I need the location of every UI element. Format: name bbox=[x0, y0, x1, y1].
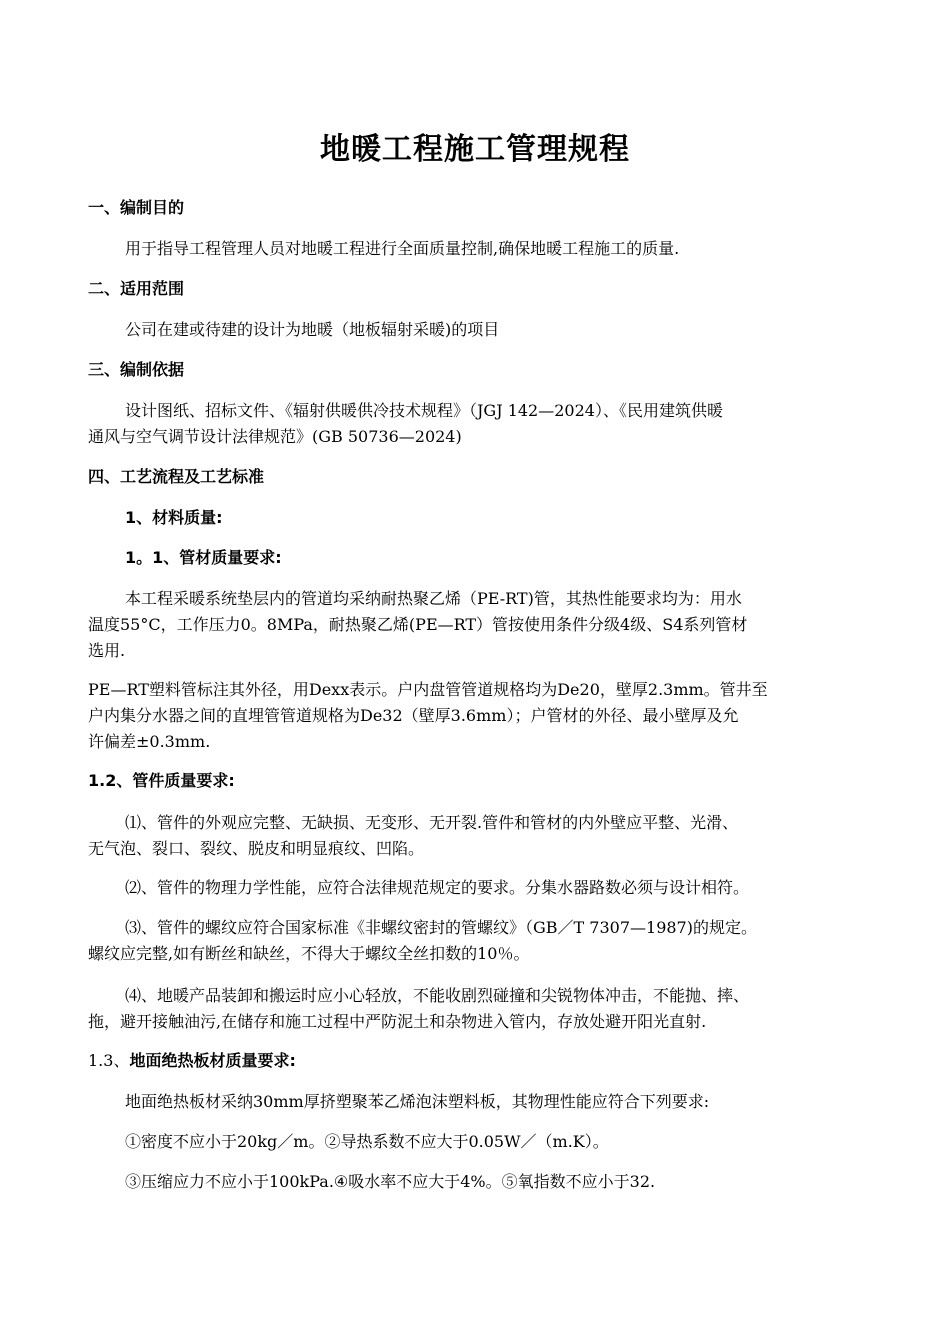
paragraph-line: ⑴、管件的外观应完整、无缺损、无变形、无开裂.管件和管材的内外壁应平整、光滑、 bbox=[125, 813, 739, 832]
section-body-scope bbox=[88, 317, 864, 343]
paragraph-line: 螺纹应完整,如有断丝和缺丝，不得大于螺纹全丝扣数的10％。 bbox=[88, 944, 530, 963]
section-heading-scope: 二、适用范围 bbox=[88, 279, 185, 298]
paragraph-density bbox=[88, 1129, 864, 1155]
paragraph-line: 用于指导工程管理人员对地暖工程进行全面质量控制,确保地暖工程施工的质量. bbox=[125, 239, 680, 258]
list-item-fitting-4 bbox=[88, 983, 864, 1035]
paragraph-line: 户内集分水器之间的直埋管管道规格为De32（壁厚3.6mm）；户管材的外径、最小壁厚及允 bbox=[88, 706, 739, 725]
list-item-fitting-3 bbox=[88, 915, 864, 967]
section-body-basis bbox=[88, 398, 864, 450]
paragraph-compression bbox=[88, 1169, 864, 1195]
paragraph-insulation-board bbox=[88, 1089, 864, 1115]
paragraph-line: 无气泡、裂口、裂纹、脱皮和明显痕纹、凹陷。 bbox=[88, 839, 425, 858]
paragraph-line: PE—RT塑料管标注其外径，用Dexx表示。户内盘管管道规格均为De20，壁厚2.3mm。管井至 bbox=[88, 680, 768, 699]
paragraph-line: ⑷、地暖产品装卸和搬运时应小心轻放，不能收剧烈碰撞和尖锐物体冲击，不能抛、摔、 bbox=[125, 986, 750, 1005]
paragraph-line: ⑵、管件的物理力学性能，应符合法律规范规定的要求。分集水器路数必须与设计相符。 bbox=[125, 878, 750, 897]
subheading-text: 地面绝热板材质量要求: bbox=[129, 1051, 296, 1070]
subheading-pipe-quality: 1。1、管材质量要求: bbox=[125, 548, 282, 567]
paragraph-line: 通风与空气调节设计法律规范》(GB 50736—2024) bbox=[88, 427, 462, 446]
paragraph-line: ③压缩应力不应小于100kPa.④吸水率不应大于4%。⑤氧指数不应小于32. bbox=[125, 1172, 656, 1191]
section-heading-purpose: 一、编制目的 bbox=[88, 198, 185, 217]
list-item-fitting-1 bbox=[88, 810, 864, 862]
paragraph-line: 本工程采暖系统垫层内的管道均采纳耐热聚乙烯（PE-RT)管，其热性能要求均为：用水 bbox=[125, 589, 742, 608]
section-heading-process: 四、工艺流程及工艺标准 bbox=[88, 467, 265, 486]
paragraph-line: 拖，避开接触油污,在储存和施工过程中严防泥土和杂物进入管内，存放处避开阳光直射. bbox=[88, 1012, 707, 1031]
paragraph-line: 选用. bbox=[88, 641, 126, 660]
paragraph-line: 温度55°C，工作压力0。8MPa，耐热聚乙烯(PE—RT）管按使用条件分级4级、S4系列管材 bbox=[88, 615, 748, 634]
section-heading-basis: 三、编制依据 bbox=[88, 360, 185, 379]
subheading-number: 1.3、 bbox=[88, 1051, 130, 1070]
paragraph-line: 许偏差±0.3mm. bbox=[88, 732, 211, 751]
document-title: 地暖工程施工管理规程 bbox=[320, 132, 630, 167]
paragraph-pipe-dimensions bbox=[88, 677, 864, 755]
paragraph-pipe-spec bbox=[88, 586, 864, 664]
paragraph-line: ⑶、管件的螺纹应符合国家标准《非螺纹密封的管螺纹》（GB／T 7307—1987)的规定。 bbox=[125, 918, 757, 937]
subheading-material-quality: 1、材料质量: bbox=[125, 508, 223, 527]
paragraph-line: 设计图纸、招标文件、《辐射供暖供冷技术规程》（JGJ 142—2024）、《民用建筑供暖 bbox=[125, 401, 723, 420]
list-item-fitting-2 bbox=[88, 875, 864, 901]
paragraph-line: 地面绝热板材采纳30mm厚挤塑聚苯乙烯泡沫塑料板，其物理性能应符合下列要求: bbox=[125, 1092, 710, 1111]
section-body-purpose bbox=[88, 236, 864, 262]
subheading-insulation-quality bbox=[88, 1049, 296, 1073]
paragraph-line: ①密度不应小于20kg／m。②导热系数不应大于0.05W／（m.K）。 bbox=[125, 1132, 609, 1151]
subheading-fitting-quality: 1.2、管件质量要求: bbox=[88, 771, 235, 790]
paragraph-line: 公司在建或待建的设计为地暖（地板辐射采暖)的项目 bbox=[125, 320, 500, 339]
